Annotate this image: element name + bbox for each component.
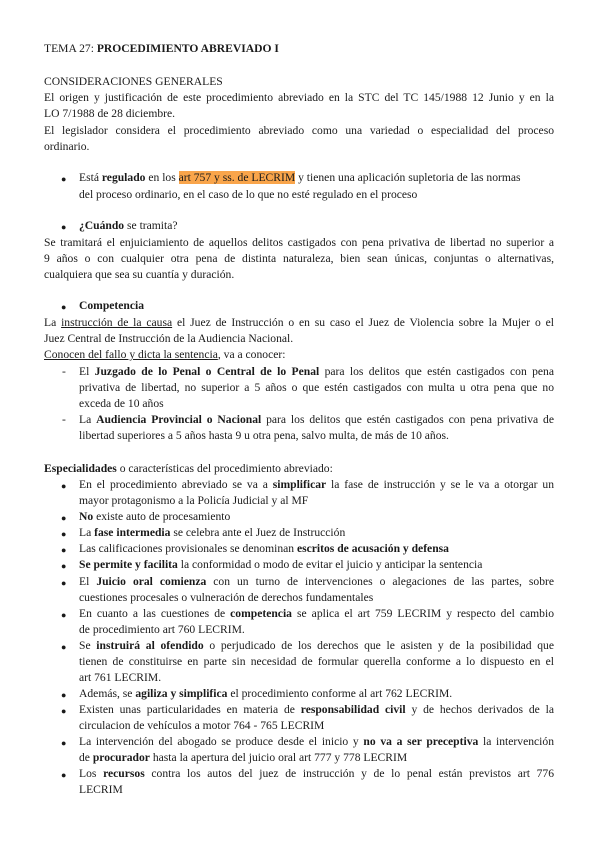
bullet-icon: ●	[61, 174, 67, 184]
section-heading-competencia: Competencia	[79, 299, 145, 312]
paragraph-fallo: Conocen del fallo y dicta la sentencia, va a conocer:	[44, 348, 286, 361]
paragraph-instruccion: La instrucción de la causa el Juez de Instrucción o en su caso el Juez de Violencia sobre la Mujer o el	[44, 316, 554, 329]
list-item-line: de procedimiento art 760 LECRIM.	[79, 623, 245, 636]
list-item-line: cuestiones procesales o vulneración de derechos fundamentales	[79, 591, 374, 604]
bullet-icon: ●	[61, 770, 67, 780]
list-item: En cuanto a las cuestiones de competencia se aplica el art 759 LECRIM y respecto del cambio	[79, 607, 554, 620]
list-item-line: circulacion de vehículos a motor 764 - 765 LECRIM	[79, 719, 325, 732]
dash-item-audiencia: La Audiencia Provincial o Nacional para los delitos que estén castigados con pena privativa de	[79, 413, 554, 426]
bullet-icon: ●	[61, 642, 67, 652]
dash-item-juzgado-line: privativa de libertad, no superior a 5 años o que estén castigados con multa u otra pena que no	[79, 381, 554, 394]
list-item-line: art 761 LECRIM.	[79, 671, 162, 684]
paragraph-legislator-line: ordinario.	[44, 140, 90, 153]
bullet-icon: ●	[61, 513, 67, 523]
list-item: Se instruirá al ofendido o perjudicado de los derechos que le asisten y de la posibilidad que	[79, 639, 554, 652]
paragraph-origin-line: LO 7/1988 de 28 diciembre.	[44, 107, 176, 120]
bullet-regulado: Está regulado en los art 757 y ss. de LECRIM y tienen una aplicación supletoria de las normas	[79, 171, 521, 184]
bullet-icon: ●	[61, 706, 67, 716]
bullet-icon: ●	[61, 738, 67, 748]
paragraph-cuando-line: cualquiera que sea su cuantía y duración.	[44, 268, 235, 281]
list-item-line: LECRIM	[79, 783, 123, 796]
list-item: Existen unas particularidades en materia de responsabilidad civil y de hechos derivados de la	[79, 703, 554, 716]
highlighted-reference: art 757 y ss. de LECRIM	[178, 171, 296, 184]
list-item: En el procedimiento abreviado se va a simplificar la fase de instrucción y se le va a otorgar un	[79, 478, 554, 491]
paragraph-instruccion-line: Juez Central de Instrucción de la Audiencia Nacional.	[44, 332, 294, 345]
list-item-line: tienen de constituirse en parte sin necesidad de formular querella conforme a lo dispuesto en el	[79, 655, 554, 668]
paragraph-origin-line: El origen y justificación de este procedimiento abreviado en la STC del TC 145/1988 12 Junio y en la	[44, 91, 554, 104]
dash-marker: -	[62, 365, 66, 378]
paragraph-cuando-line: 9 años o con cualquier otra pena de distinta naturaleza, bien sean únicas, conjuntas o alternativas,	[44, 252, 554, 265]
bullet-regulado-line: del proceso ordinario, en el caso de lo que no esté regulado en el proceso	[79, 188, 418, 201]
bullet-cuando: ¿Cuándo se tramita?	[79, 219, 178, 232]
bullet-icon: ●	[61, 481, 67, 491]
dash-marker: -	[62, 413, 66, 426]
dash-item-juzgado-line: exceda de 10 años	[79, 397, 164, 410]
bullet-icon: ●	[61, 690, 67, 700]
list-item: La fase intermedia se celebra ante el Juez de Instrucción	[79, 526, 346, 539]
section-heading-especialidades: Especialidades o características del procedimiento abreviado:	[44, 462, 333, 475]
dash-item-audiencia-line: libertad superiores a 5 años hasta 9 u otra pena, salvo multa, de más de 10 años.	[79, 429, 449, 442]
document-title: TEMA 27: PROCEDIMIENTO ABREVIADO I	[44, 42, 279, 55]
dash-item-juzgado: El Juzgado de lo Penal o Central de lo Penal para los delitos que estén castigados con pena	[79, 365, 555, 378]
list-item: Las calificaciones provisionales se denominan escritos de acusación y defensa	[79, 542, 449, 555]
bullet-icon: ●	[61, 610, 67, 620]
list-item: El Juicio oral comienza con un turno de intervenciones o alegaciones de las partes, sobre	[79, 575, 555, 588]
bullet-icon: ●	[61, 545, 67, 555]
bullet-icon: ●	[61, 578, 67, 588]
bullet-icon: ●	[61, 561, 67, 571]
list-item: No existe auto de procesamiento	[79, 510, 231, 523]
bullet-icon: ●	[61, 302, 67, 312]
list-item: La intervención del abogado se produce desde el inicio y no va a ser preceptiva la intervención	[79, 735, 554, 748]
list-item-line: mayor protagonismo a la Policía Judicial y al MF	[79, 494, 309, 507]
paragraph-legislator-line: El legislador considera el procedimiento abreviado como una variedad o especialidad del proceso	[44, 124, 554, 137]
paragraph-cuando-line: Se tramitará el enjuiciamiento de aquellos delitos castigados con pena privativa de libertad no superior a	[44, 236, 554, 249]
bullet-icon: ●	[61, 529, 67, 539]
list-item-line: de procurador hasta la apertura del juicio oral art 777 y 778 LECRIM	[79, 751, 408, 764]
section-heading-consideraciones: CONSIDERACIONES GENERALES	[44, 75, 223, 88]
list-item: Se permite y facilita la conformidad o modo de evitar el juicio y anticipar la sentencia	[79, 558, 483, 571]
list-item: Los recursos contra los autos del juez de instrucción y de lo penal están previstos art 776	[79, 767, 554, 780]
bullet-icon: ●	[61, 222, 67, 232]
list-item: Además, se agiliza y simplifica el procedimiento conforme al art 762 LECRIM.	[79, 687, 453, 700]
